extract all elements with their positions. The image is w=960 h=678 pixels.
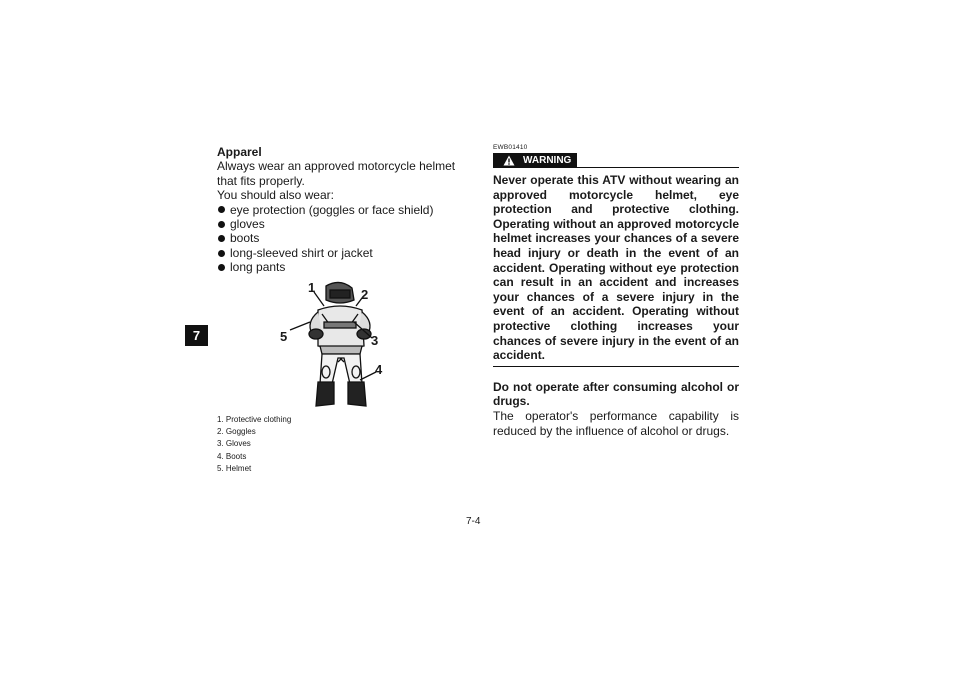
warning-badge xyxy=(493,153,577,168)
warning-triangle-icon xyxy=(503,155,515,166)
bullet-icon xyxy=(218,206,225,213)
list-item: boots xyxy=(217,231,475,245)
chapter-tab: 7 xyxy=(185,325,208,346)
list-item: gloves xyxy=(217,217,475,231)
warning-bottom-rule xyxy=(493,366,739,367)
figure-captions xyxy=(217,414,291,475)
alcohol-heading: Do not operate after consuming alcohol or drugs. xyxy=(493,379,739,409)
page-number: 7-4 xyxy=(466,516,481,527)
callout-4: 4 xyxy=(375,362,383,377)
caption-item: 4. Boots xyxy=(217,451,247,461)
apparel-section xyxy=(217,145,475,275)
warning-header xyxy=(493,153,739,169)
rider-illustration xyxy=(272,276,392,412)
warning-section xyxy=(493,144,739,438)
warning-code: EWB01410 xyxy=(493,144,528,151)
bullet-icon xyxy=(218,221,225,228)
apparel-list xyxy=(217,203,475,275)
caption-item: 5. Helmet xyxy=(217,463,252,473)
caption-item: 3. Gloves xyxy=(217,439,251,449)
warning-rule xyxy=(577,167,739,168)
apparel-heading: Apparel xyxy=(217,145,262,159)
callout-3: 3 xyxy=(371,333,379,348)
alcohol-text: The operator's performance capability is reduced by the influence of alcohol or drugs. xyxy=(493,408,739,438)
apparel-intro-2: You should also wear: xyxy=(217,188,334,203)
callout-5: 5 xyxy=(280,329,288,344)
callout-2: 2 xyxy=(361,287,369,302)
bullet-icon xyxy=(218,235,225,242)
callout-1: 1 xyxy=(308,280,316,295)
warning-label: WARNING xyxy=(523,155,572,166)
list-item: long-sleeved shirt or jacket xyxy=(217,246,475,260)
list-item: eye protection (goggles or face shield) xyxy=(217,203,475,217)
bullet-icon xyxy=(218,250,225,257)
caption-item: 2. Goggles xyxy=(217,427,256,437)
caption-item: 1. Protective clothing xyxy=(217,415,292,424)
bullet-icon xyxy=(218,264,225,271)
list-item: long pants xyxy=(217,260,475,274)
warning-text: Never operate this ATV without wearing an approved motorcycle helmet, eye protection and protective clothing. Operating without an approved motorcycle helmet increases your chances of a severe head injury or death in the event of an accident. Operating without eye protection can result in an accident and increases your chances of a severe injury in the event of an accident. Operating without protective clothing increases your chances of severe injury in the event of an accident. xyxy=(493,173,739,363)
apparel-intro: Always wear an approved motorcycle helmet that fits properly. xyxy=(217,159,456,188)
